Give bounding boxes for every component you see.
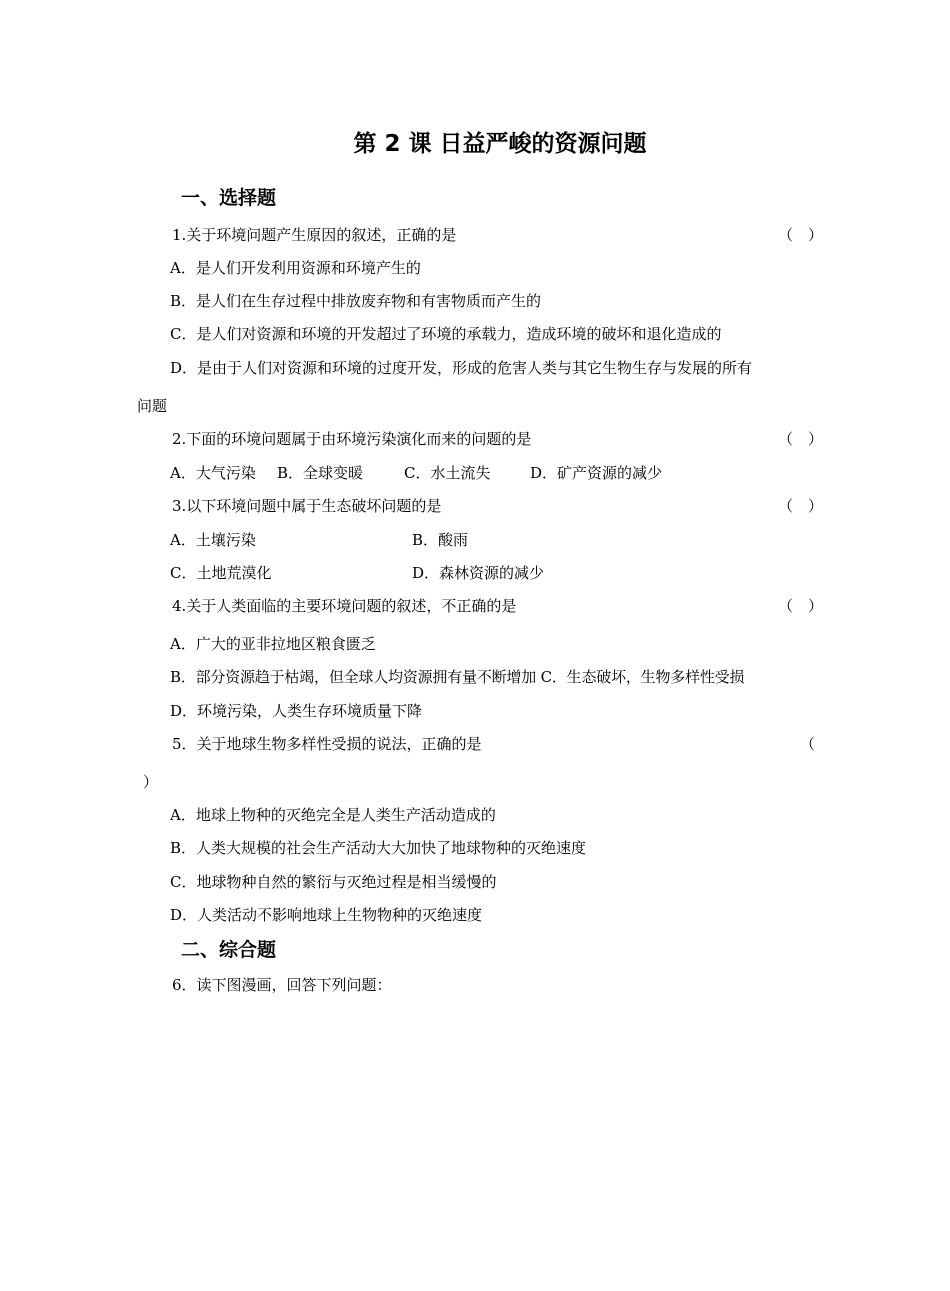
question-2-stem: 2.下面的环境问题属于由环境污染演化而来的问题的是: [172, 430, 532, 448]
question-2-option-c: C．水土流失: [404, 464, 491, 482]
question-1-option-c: C．是人们对资源和环境的开发超过了环境的承载力，造成环境的破坏和退化造成的: [170, 325, 722, 343]
question-4-option-a: A．广大的亚非拉地区粮食匮乏: [170, 635, 376, 653]
question-3-option-b: B．酸雨: [412, 531, 469, 549]
question-6-stem: 6．读下图漫画，回答下列问题：: [172, 976, 392, 994]
question-4-answer-paren: （ ）: [778, 597, 824, 615]
question-1-option-d: D．是由于人们对资源和环境的过度开发，形成的危害人类与其它生物生存与发展的所有: [170, 359, 753, 377]
question-2-option-a: A．大气污染: [170, 464, 256, 482]
question-4-option-d: D．环境污染，人类生存环境质量下降: [170, 702, 423, 720]
section-heading-choice: 一、选择题: [181, 187, 277, 209]
question-1-option-d-continued: 问题: [137, 397, 168, 415]
question-2-option-b: B．全球变暖: [277, 464, 364, 482]
question-4-stem: 4.关于人类面临的主要环境问题的叙述，不正确的是: [172, 597, 517, 615]
section-heading-comprehensive: 二、综合题: [181, 939, 277, 961]
question-5-option-d: D．人类活动不影响地球上生物物种的灭绝速度: [170, 906, 483, 924]
question-3-option-a: A．土壤污染: [170, 531, 256, 549]
question-5-option-c: C．地球物种自然的繁衍与灭绝过程是相当缓慢的: [170, 873, 497, 891]
question-5-option-b: B．人类大规模的社会生产活动大大加快了地球物种的灭绝速度: [170, 839, 587, 857]
question-2-answer-paren: （ ）: [778, 430, 824, 448]
question-3-answer-paren: （ ）: [778, 497, 824, 515]
question-5-paren-close: ）: [143, 773, 159, 791]
question-1-option-a: A．是人们开发利用资源和环境产生的: [170, 259, 421, 277]
question-3-option-c: C．土地荒漠化: [170, 564, 272, 582]
question-5-stem: 5．关于地球生物多样性受损的说法，正确的是: [172, 735, 482, 753]
question-5-paren-open: （: [800, 735, 816, 753]
question-1-option-b: B．是人们在生存过程中排放废弃物和有害物质而产生的: [170, 292, 542, 310]
question-3-option-d: D．森林资源的减少: [412, 564, 545, 582]
question-3-stem: 3.以下环境问题中属于生态破坏问题的是: [172, 497, 442, 515]
question-1-answer-paren: （ ）: [778, 226, 824, 244]
page-title: 第 2 课 日益严峻的资源问题: [353, 131, 647, 157]
question-2-option-d: D．矿产资源的减少: [530, 464, 663, 482]
question-4-option-b-c: B．部分资源趋于枯竭，但全球人均资源拥有量不断增加 C．生态破坏，生物多样性受损: [170, 668, 745, 686]
question-5-option-a: A．地球上物种的灭绝完全是人类生产活动造成的: [170, 806, 496, 824]
question-1-stem: 1.关于环境问题产生原因的叙述，正确的是: [172, 226, 457, 244]
